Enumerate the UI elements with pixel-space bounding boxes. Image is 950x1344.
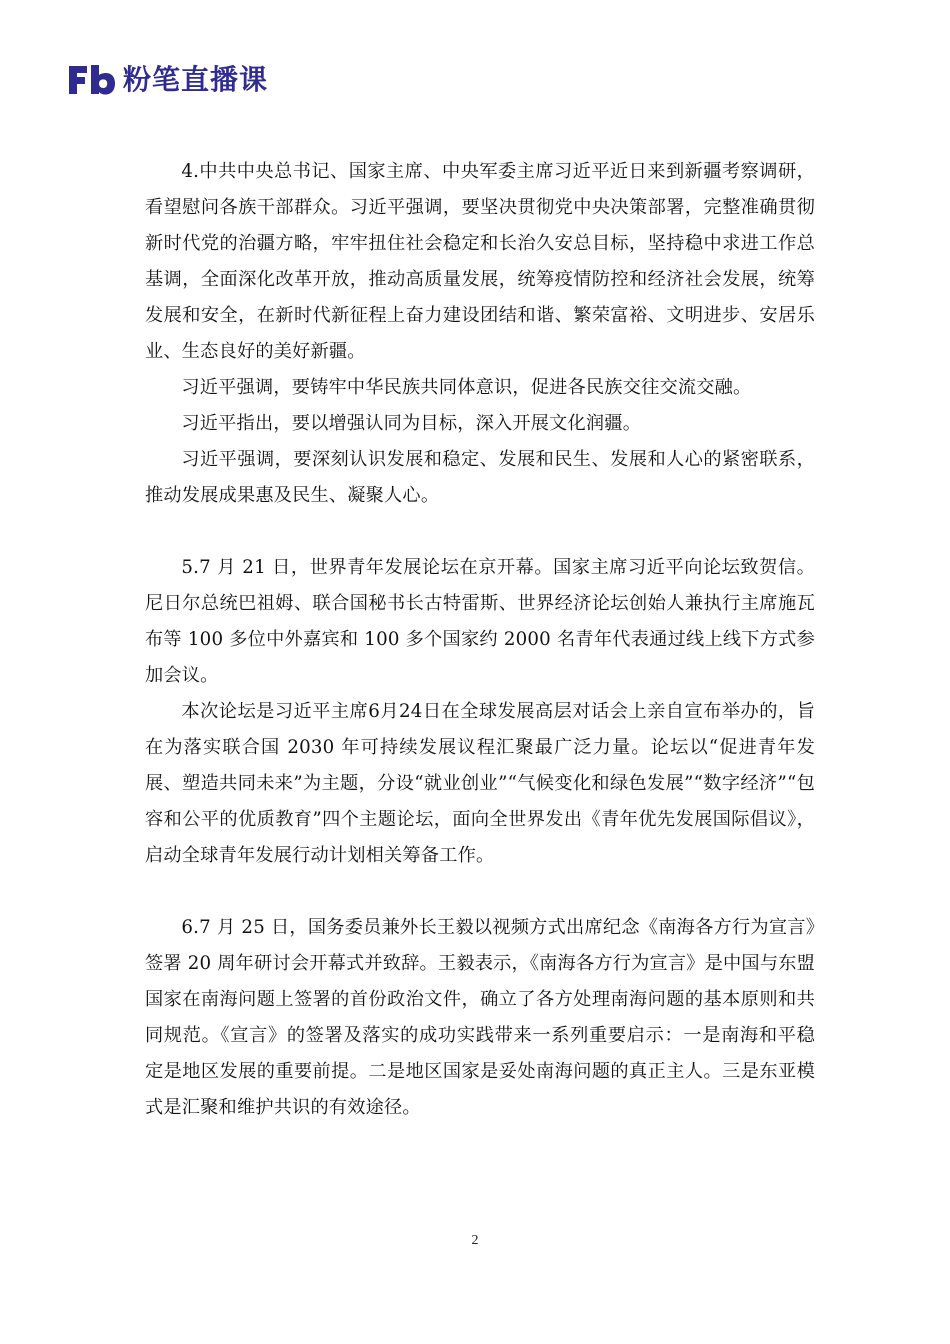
page-number: 2 bbox=[471, 1233, 479, 1248]
paragraph: 6.7 月 25 日，国务委员兼外长王毅以视频方式出席纪念《南海各方行为宣言》签署 20 周年研讨会开幕式并致辞。王毅表示，《南海各方行为宣言》是中国与东盟国家在南海问题上签署的首份政治文件，确立了各方处理南海问题的基本原则和共同规范。《宣言》的签署及落实的成功实践带来一系列重要启示：一是南海和平稳定是地区发展的重要前提。二是地区国家是妥处南海问题的真正主人。三是东亚模式是汇聚和维护共识的有效途径。 bbox=[145, 917, 815, 1118]
paragraph: 习近平强调，要铸牢中华民族共同体意识，促进各民族交往交流交融。 bbox=[181, 377, 752, 398]
logo-text: 粉笔直播课 bbox=[123, 63, 269, 96]
paragraph: 习近平强调，要深刻认识发展和稳定、发展和民生、发展和人心的紧密联系，推动发展成果惠及民生、凝聚人心。 bbox=[145, 449, 815, 506]
document-body bbox=[145, 154, 815, 1126]
section-gap bbox=[145, 514, 815, 550]
news-section bbox=[145, 550, 815, 874]
header-logo bbox=[67, 63, 268, 97]
section-gap bbox=[145, 874, 815, 910]
paragraph: 5.7 月 21 日，世界青年发展论坛在京开幕。国家主席习近平向论坛致贺信。尼日尔总统巴祖姆、联合国秘书长古特雷斯、世界经济论坛创始人兼执行主席施瓦布等 100 多位中外嘉宾和 100 多个国家约 2000 名青年代表通过线上线下方式参加会议。 bbox=[145, 557, 815, 686]
news-section bbox=[145, 910, 815, 1126]
paragraph: 4.中共中央总书记、国家主席、中央军委主席习近平近日来到新疆考察调研，看望慰问各族干部群众。习近平强调，要坚决贯彻党中央决策部署，完整准确贯彻新时代党的治疆方略，牢牢扭住社会稳定和长治久安总目标，坚持稳中求进工作总基调，全面深化改革开放，推动高质量发展，统筹疫情防控和经济社会发展，统筹发展和安全，在新时代新征程上奋力建设团结和谐、繁荣富裕、文明进步、安居乐业、生态良好的美好新疆。 bbox=[145, 161, 815, 362]
fb-logo-icon bbox=[67, 63, 117, 97]
paragraph: 本次论坛是习近平主席6月24日在全球发展高层对话会上亲自宣布举办的，旨在为落实联合国 2030 年可持续发展议程汇聚最广泛力量。论坛以“促进青年发展、塑造共同未来”为主题，分设“就业创业”“气候变化和绿色发展”“数字经济”“包容和公平的优质教育”四个主题论坛，面向全世界发出《青年优先发展国际倡议》，启动全球青年发展行动计划相关筹备工作。 bbox=[145, 701, 815, 866]
paragraph: 习近平指出，要以增强认同为目标，深入开展文化润疆。 bbox=[181, 413, 642, 434]
news-section bbox=[145, 154, 815, 514]
